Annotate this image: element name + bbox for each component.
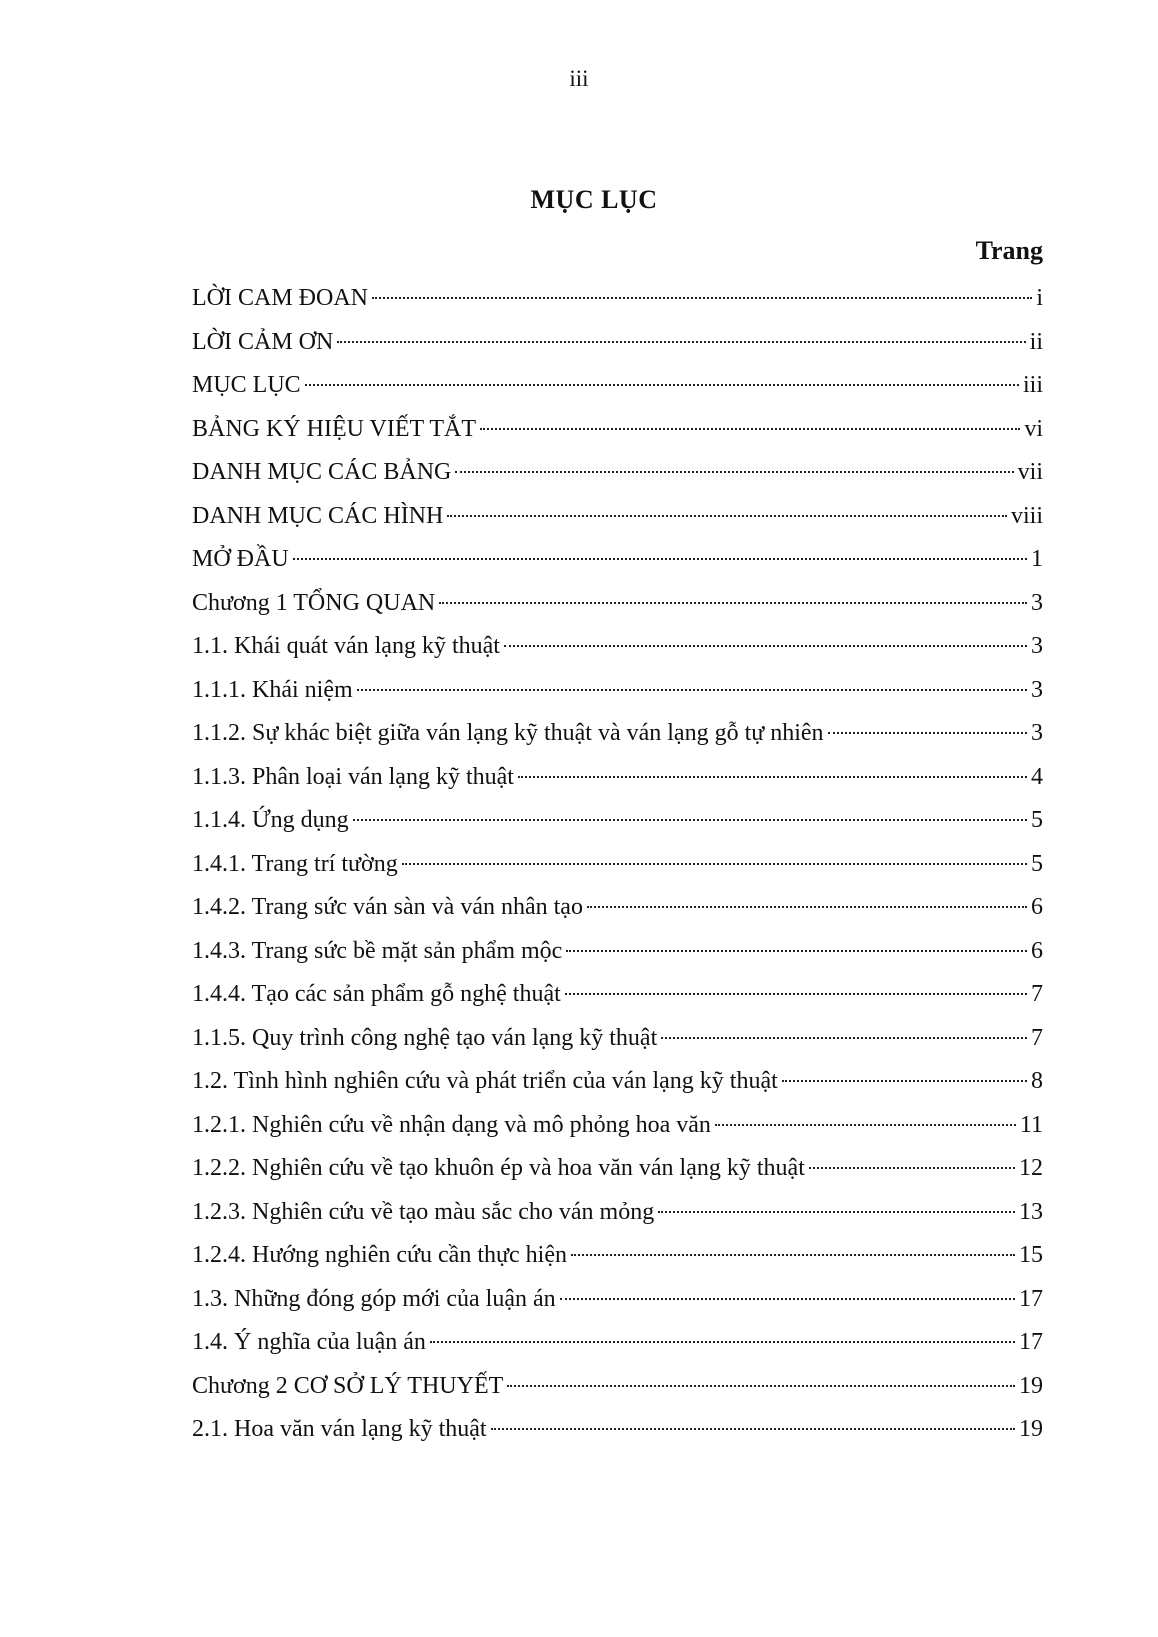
toc-entry[interactable]	[192, 1283, 1043, 1327]
dot-leader	[587, 906, 1027, 908]
toc-entry-page: 19	[1019, 1372, 1043, 1399]
dot-leader	[402, 863, 1027, 865]
toc-entry[interactable]	[192, 674, 1043, 718]
toc-entry-page: 8	[1031, 1068, 1043, 1094]
page-column-heading: Trang	[975, 236, 1043, 265]
dot-leader	[353, 819, 1027, 821]
toc-entry-label: 1.3. Những đóng góp mới của luận án	[192, 1285, 556, 1312]
toc-entry[interactable]	[192, 717, 1043, 761]
toc-entry-page: 7	[1031, 1024, 1043, 1051]
toc-entry-label: LỜI CẢM ƠN	[192, 328, 334, 355]
toc-entry[interactable]	[192, 1239, 1043, 1283]
toc-entry-label: 1.2.1. Nghiên cứu về nhận dạng và mô phỏng hoa văn	[192, 1111, 711, 1138]
toc-entry[interactable]	[192, 543, 1043, 587]
toc-entry-label: Chương 2 CƠ SỞ LÝ THUYẾT	[192, 1372, 504, 1399]
toc-entry[interactable]	[192, 1413, 1043, 1457]
toc-entry-page: 5	[1031, 807, 1043, 833]
dot-leader	[715, 1124, 1016, 1126]
toc-entry-page: 13	[1019, 1198, 1043, 1225]
toc-entry-page: 7	[1031, 981, 1043, 1007]
toc-entry-label: 1.1. Khái quát ván lạng kỹ thuật	[192, 633, 500, 659]
toc-entry[interactable]	[192, 456, 1043, 500]
dot-leader	[560, 1298, 1015, 1300]
toc-entry[interactable]	[192, 587, 1043, 631]
toc-entry[interactable]	[192, 1152, 1043, 1196]
toc-entry[interactable]	[192, 804, 1043, 848]
toc-entry-page: 12	[1019, 1155, 1043, 1181]
toc-entry[interactable]	[192, 282, 1043, 326]
dot-leader	[455, 471, 1013, 473]
toc-entry-page: 4	[1031, 763, 1043, 790]
toc-entry-label: LỜI CAM ĐOAN	[192, 285, 368, 311]
toc-entry[interactable]	[192, 413, 1043, 457]
toc-entry-page: 3	[1031, 720, 1043, 746]
toc-entry-page: viii	[1010, 502, 1043, 529]
toc-entry[interactable]	[192, 1326, 1043, 1370]
toc-entry-page: 17	[1019, 1329, 1043, 1355]
toc-entry-page: i	[1036, 285, 1043, 311]
toc-entry[interactable]	[192, 1109, 1043, 1153]
toc-entry-page: iii	[1022, 372, 1043, 398]
page-title: MỤC LỤC	[530, 185, 658, 214]
dot-leader	[661, 1037, 1027, 1039]
toc-entry-page: 3	[1031, 633, 1043, 659]
dot-leader	[305, 384, 1019, 386]
dot-leader	[658, 1211, 1015, 1213]
toc-entry[interactable]	[192, 1370, 1043, 1414]
toc-entry-page: 3	[1031, 589, 1043, 616]
toc-entry-label: 1.4.4. Tạo các sản phẩm gỗ nghệ thuật	[192, 981, 561, 1007]
dot-leader	[566, 950, 1027, 952]
toc-entry[interactable]	[192, 761, 1043, 805]
dot-leader	[447, 515, 1007, 517]
toc-entry-page: vi	[1024, 415, 1043, 442]
dot-leader	[504, 645, 1027, 647]
dot-leader	[357, 689, 1027, 691]
toc-entry-page: 6	[1031, 937, 1043, 964]
toc-entry-page: ii	[1029, 328, 1043, 355]
toc-entry-page: 6	[1031, 894, 1043, 920]
toc-entry[interactable]	[192, 500, 1043, 544]
toc-entry-label: Chương 1 TỔNG QUAN	[192, 589, 436, 616]
dot-leader	[439, 602, 1027, 604]
toc-entry-label: 1.2. Tình hình nghiên cứu và phát triển của ván lạng kỹ thuật	[192, 1068, 778, 1094]
toc-entry-label: 1.4.1. Trang trí tường	[192, 850, 398, 877]
toc-entry-page: 17	[1019, 1285, 1043, 1312]
toc-entry-label: 1.4.3. Trang sức bề mặt sản phẩm mộc	[192, 937, 563, 964]
toc-entry-label: MỞ ĐẦU	[192, 546, 289, 572]
dot-leader	[293, 558, 1027, 560]
toc-entry-page: 11	[1019, 1111, 1043, 1138]
toc-entry-page: 3	[1031, 676, 1043, 703]
dot-leader	[491, 1428, 1015, 1430]
toc-entry-label: 1.1.4. Ứng dụng	[192, 807, 349, 833]
toc-entry-label: 1.4.2. Trang sức ván sàn và ván nhân tạo	[192, 894, 583, 920]
dot-leader	[565, 993, 1027, 995]
toc-entry-label: 1.1.5. Quy trình công nghệ tạo ván lạng kỹ thuật	[192, 1024, 658, 1051]
dot-leader	[430, 1341, 1015, 1343]
toc-entry-label: MỤC LỤC	[192, 372, 301, 398]
toc-entry[interactable]	[192, 1196, 1043, 1240]
dot-leader	[518, 776, 1027, 778]
dot-leader	[372, 297, 1032, 299]
toc-entry[interactable]	[192, 978, 1043, 1022]
toc-entry-page: 1	[1031, 546, 1043, 572]
dot-leader	[828, 732, 1027, 734]
toc-entry[interactable]	[192, 848, 1043, 892]
toc-entry-label: 1.2.4. Hướng nghiên cứu cần thực hiện	[192, 1242, 567, 1268]
toc-entry-label: 1.1.1. Khái niệm	[192, 676, 353, 703]
dot-leader	[571, 1254, 1015, 1256]
dot-leader	[337, 341, 1025, 343]
dot-leader	[480, 428, 1020, 430]
toc-entry[interactable]	[192, 1065, 1043, 1109]
toc-entry-page: vii	[1017, 459, 1043, 485]
toc-entry[interactable]	[192, 326, 1043, 370]
toc-entry-label: 1.4. Ý nghĩa của luận án	[192, 1329, 426, 1355]
toc-entry-label: 1.1.2. Sự khác biệt giữa ván lạng kỹ thuật và ván lạng gỗ tự nhiên	[192, 720, 824, 746]
toc-entry-label: 1.1.3. Phân loại ván lạng kỹ thuật	[192, 763, 514, 790]
toc-entry[interactable]	[192, 935, 1043, 979]
toc-entry[interactable]	[192, 630, 1043, 674]
toc-entry-page: 5	[1031, 850, 1043, 877]
toc-entry-label: 1.2.2. Nghiên cứu về tạo khuôn ép và hoa văn ván lạng kỹ thuật	[192, 1155, 805, 1181]
toc-entry-label: DANH MỤC CÁC BẢNG	[192, 459, 452, 485]
toc-entry[interactable]	[192, 1022, 1043, 1066]
toc-entry-page: 19	[1019, 1416, 1043, 1442]
toc-entry-label: BẢNG KÝ HIỆU VIẾT TẮT	[192, 415, 476, 442]
table-of-contents	[192, 282, 1043, 1457]
toc-entry-page: 15	[1019, 1242, 1043, 1268]
toc-entry-label: 1.2.3. Nghiên cứu về tạo màu sắc cho ván mỏng	[192, 1198, 655, 1225]
toc-entry-label: DANH MỤC CÁC HÌNH	[192, 502, 444, 529]
dot-leader	[507, 1385, 1015, 1387]
dot-leader	[809, 1167, 1015, 1169]
toc-entry[interactable]	[192, 891, 1043, 935]
page-number: iii	[569, 66, 589, 91]
toc-entry-label: 2.1. Hoa văn ván lạng kỹ thuật	[192, 1416, 487, 1442]
dot-leader	[782, 1080, 1027, 1082]
toc-entry[interactable]	[192, 369, 1043, 413]
